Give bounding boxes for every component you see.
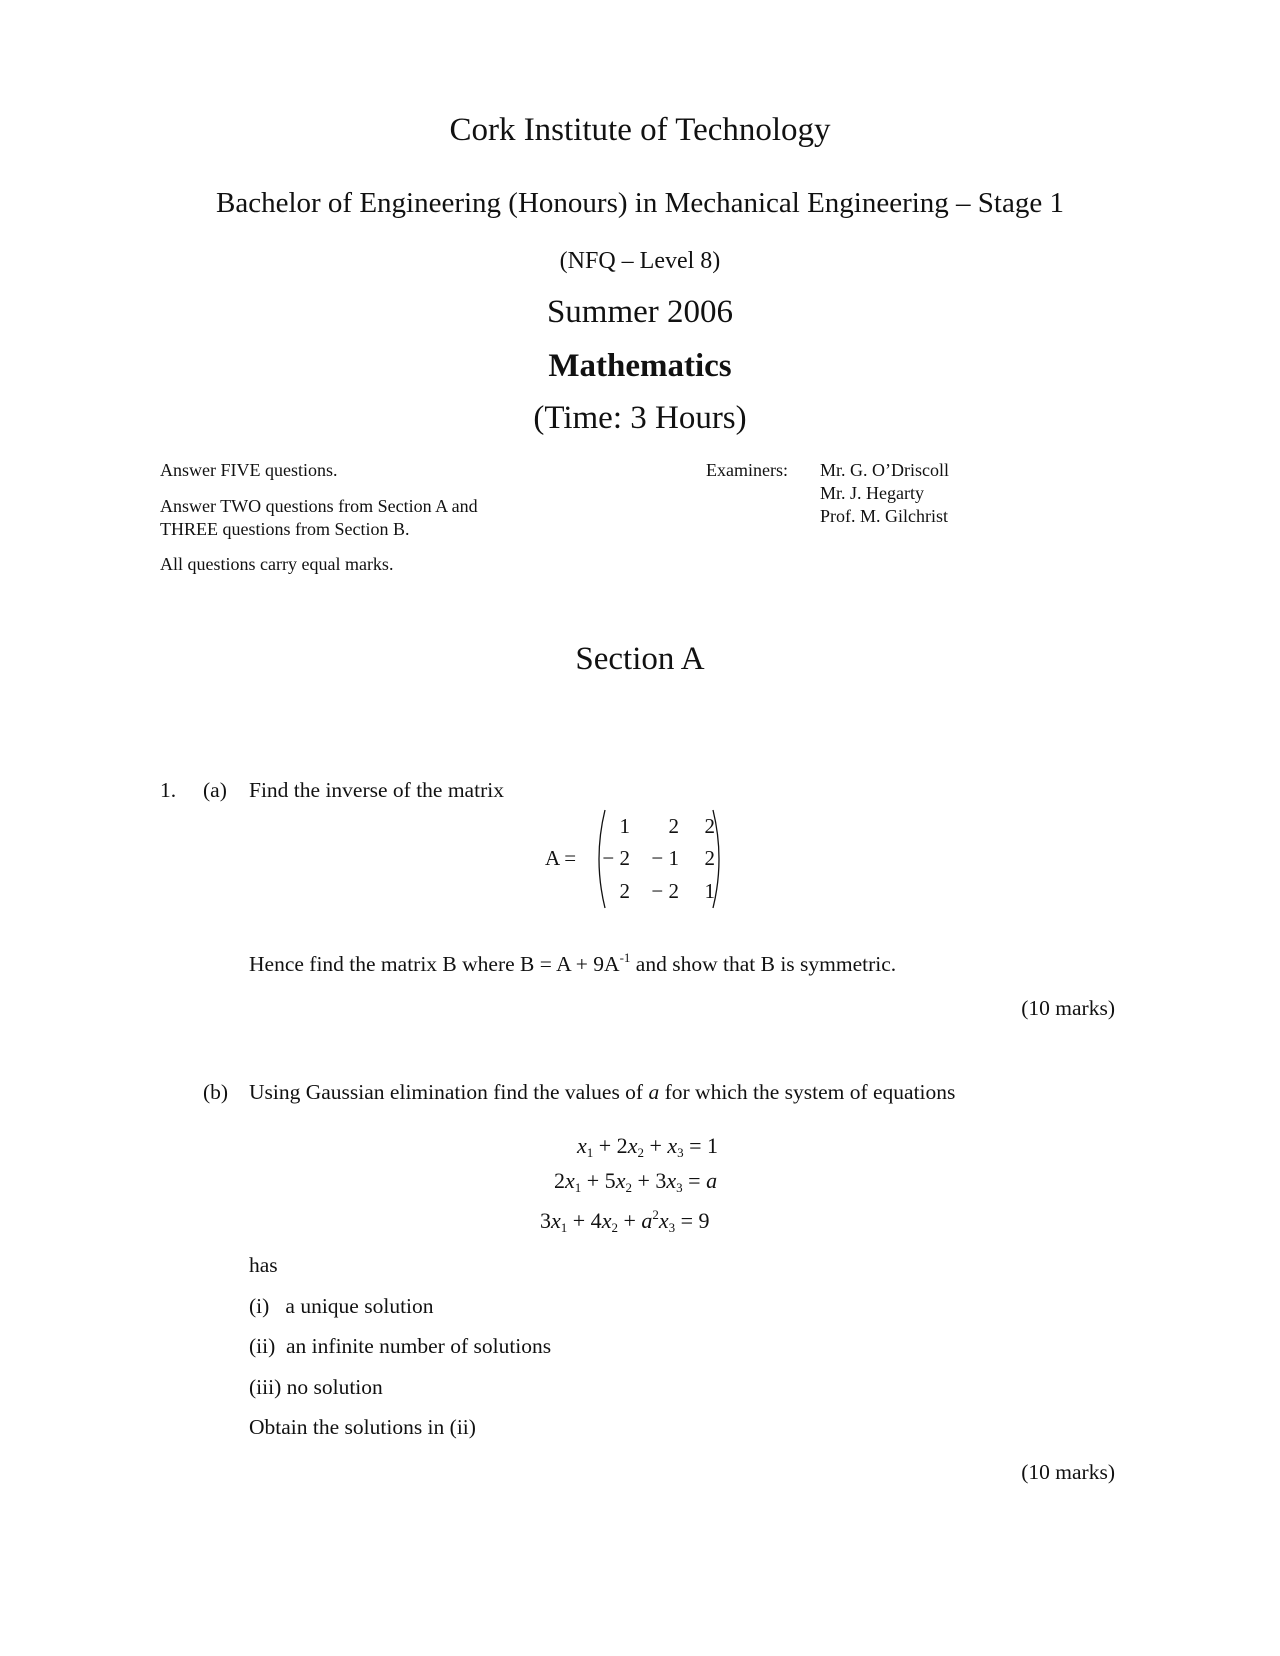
part-a-marks: (10 marks) bbox=[1021, 996, 1115, 1020]
exam-duration: (Time: 3 Hours) bbox=[533, 400, 747, 436]
matrix-cell: 1 bbox=[619, 814, 630, 838]
formula-text: B = A + 9A bbox=[520, 952, 620, 976]
part-b-marks: (10 marks) bbox=[1021, 1460, 1115, 1484]
prompt-prefix: Using Gaussian elimination find the values of bbox=[249, 1080, 644, 1104]
matrix-cell: − 2 bbox=[602, 846, 630, 870]
matrix-cell: 2 bbox=[704, 814, 715, 838]
programme-title: Bachelor of Engineering (Honours) in Mechanical Engineering – Stage 1 bbox=[216, 187, 1064, 219]
matrix-cell: 2 bbox=[619, 879, 630, 903]
matrix-cell: 2 bbox=[704, 846, 715, 870]
part-a-prompt: Find the inverse of the matrix bbox=[249, 778, 504, 802]
formula-exponent: -1 bbox=[619, 950, 631, 965]
part-b-label: (b) bbox=[203, 1080, 229, 1104]
formula-b bbox=[520, 952, 630, 976]
examiner-name: Mr. G. O’Driscoll bbox=[820, 460, 949, 480]
prompt-suffix: for which the system of equations bbox=[664, 1080, 956, 1104]
part-a-label: (a) bbox=[203, 778, 227, 802]
institution-title: Cork Institute of Technology bbox=[449, 112, 831, 148]
matrix-cell: − 1 bbox=[651, 846, 679, 870]
part-b-prompt bbox=[249, 1080, 955, 1105]
variable-a: a bbox=[648, 1080, 660, 1104]
followup-prefix: Hence find the matrix B where bbox=[249, 952, 515, 976]
question-number: 1. bbox=[160, 778, 177, 802]
subject-title: Mathematics bbox=[548, 348, 732, 384]
exam-session: Summer 2006 bbox=[546, 294, 734, 330]
instruction-sections-line2: THREE questions from Section B. bbox=[160, 519, 410, 539]
case-none: (iii) no solution bbox=[249, 1375, 383, 1399]
matrix-cell: 2 bbox=[668, 814, 679, 838]
matrix-cell: − 2 bbox=[651, 879, 679, 903]
matrix-label: A = bbox=[545, 846, 577, 870]
has-text: has bbox=[249, 1253, 278, 1277]
instruction-equal-marks: All questions carry equal marks. bbox=[160, 554, 394, 574]
matrix-a bbox=[545, 808, 730, 912]
instruction-sections-line1: Answer TWO questions from Section A and bbox=[160, 496, 478, 516]
section-title: Section A bbox=[575, 641, 705, 677]
examiner-name: Mr. J. Hegarty bbox=[820, 483, 924, 503]
nfq-level: (NFQ – Level 8) bbox=[559, 248, 721, 274]
matrix-cell: 1 bbox=[704, 879, 715, 903]
equation-2: $2x_1 + 5x_2 + 3x_3 = a$ bbox=[554, 1168, 718, 1195]
equation-3: $3x_1 + 4x_2 + a^2x_3 = 9$ bbox=[540, 1207, 710, 1235]
part-a-followup bbox=[249, 950, 896, 977]
examiner-name: Prof. M. Gilchrist bbox=[820, 506, 948, 526]
examiners-label: Examiners: bbox=[706, 460, 788, 480]
case-infinite: (ii) an infinite number of solutions bbox=[249, 1334, 552, 1358]
instruction-answer-five: Answer FIVE questions. bbox=[160, 460, 338, 480]
case-unique: (i) a unique solution bbox=[249, 1294, 434, 1318]
right-parenthesis bbox=[709, 808, 727, 910]
equation-1: $x_1 + 2x_2 + x_3 = 1$ bbox=[577, 1133, 719, 1160]
obtain-text: Obtain the solutions in (ii) bbox=[249, 1415, 476, 1439]
followup-suffix: and show that B is symmetric. bbox=[635, 952, 897, 976]
